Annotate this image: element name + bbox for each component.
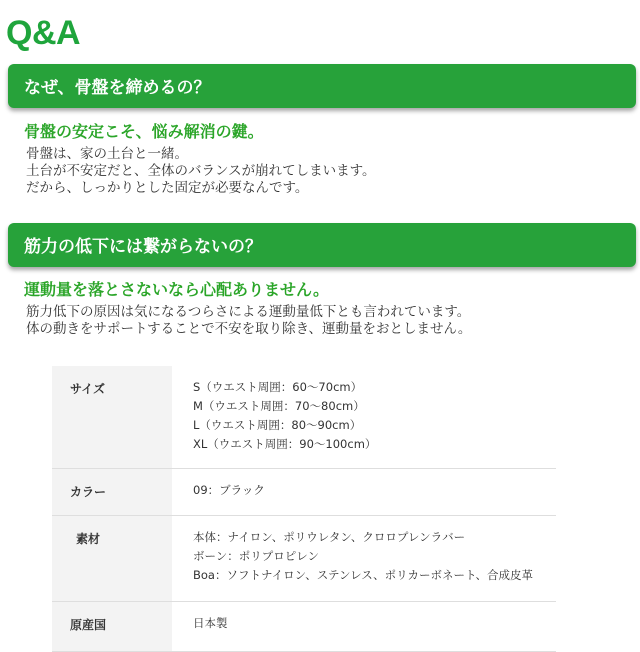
answer-line: 筋力低下の原因は気になるつらさによる運動量低下とも言われています。: [26, 304, 471, 320]
question-text-2: 筋力の低下には繋がらないの？: [24, 237, 262, 257]
spec-row-material: [52, 515, 556, 601]
spec-value-origin: 日本製: [172, 601, 556, 651]
spec-value-material: [172, 515, 556, 601]
spec-row-size: [52, 366, 556, 468]
spec-row-origin: [52, 601, 556, 651]
material-line: Boa：ソフトナイロン、ステンレス、ポリカーボネート、合成皮革: [193, 567, 534, 582]
spec-value-size: [172, 366, 556, 468]
spec-table: [52, 366, 556, 652]
size-option: L（ウエスト周囲：80～90cm）: [193, 418, 362, 432]
answer-heading-1: 骨盤の安定こそ、悩み解消の鍵。: [24, 122, 264, 141]
answer-line: 土台が不安定だと、全体のバランスが崩れてしまいます。: [26, 163, 376, 179]
size-option: S（ウエスト周囲：60～70cm）: [193, 380, 363, 394]
question-bar-1: [8, 64, 636, 108]
page-title: Q&A: [6, 14, 81, 52]
answer-heading-2: 運動量を落とさないなら心配ありません。: [24, 280, 329, 299]
answer-line: だから、しっかりとした固定が必要なんです。: [26, 180, 309, 196]
spec-label-size: サイズ: [52, 366, 172, 468]
spec-row-color: [52, 468, 556, 515]
size-option: M（ウエスト周囲：70～80cm）: [193, 399, 365, 413]
material-line: ボーン：ポリプロピレン: [193, 548, 319, 563]
spec-label-material: 素材: [52, 515, 172, 601]
material-line: 本体：ナイロン、ポリウレタン、クロロプレンラバー: [193, 529, 466, 544]
question-text-1: なぜ、骨盤を締めるの？: [24, 78, 211, 98]
spec-label-color: カラー: [52, 468, 172, 515]
question-bar-2: [8, 223, 636, 267]
spec-label-origin: 原産国: [52, 601, 172, 651]
size-option: XL（ウエスト周囲：90～100cm）: [193, 437, 377, 451]
answer-line: 体の動きをサポートすることで不安を取り除き、運動量をおとしません。: [26, 321, 472, 337]
answer-line: 骨盤は、家の土台と一緒。: [26, 146, 188, 162]
spec-value-color: 09：ブラック: [172, 468, 556, 515]
